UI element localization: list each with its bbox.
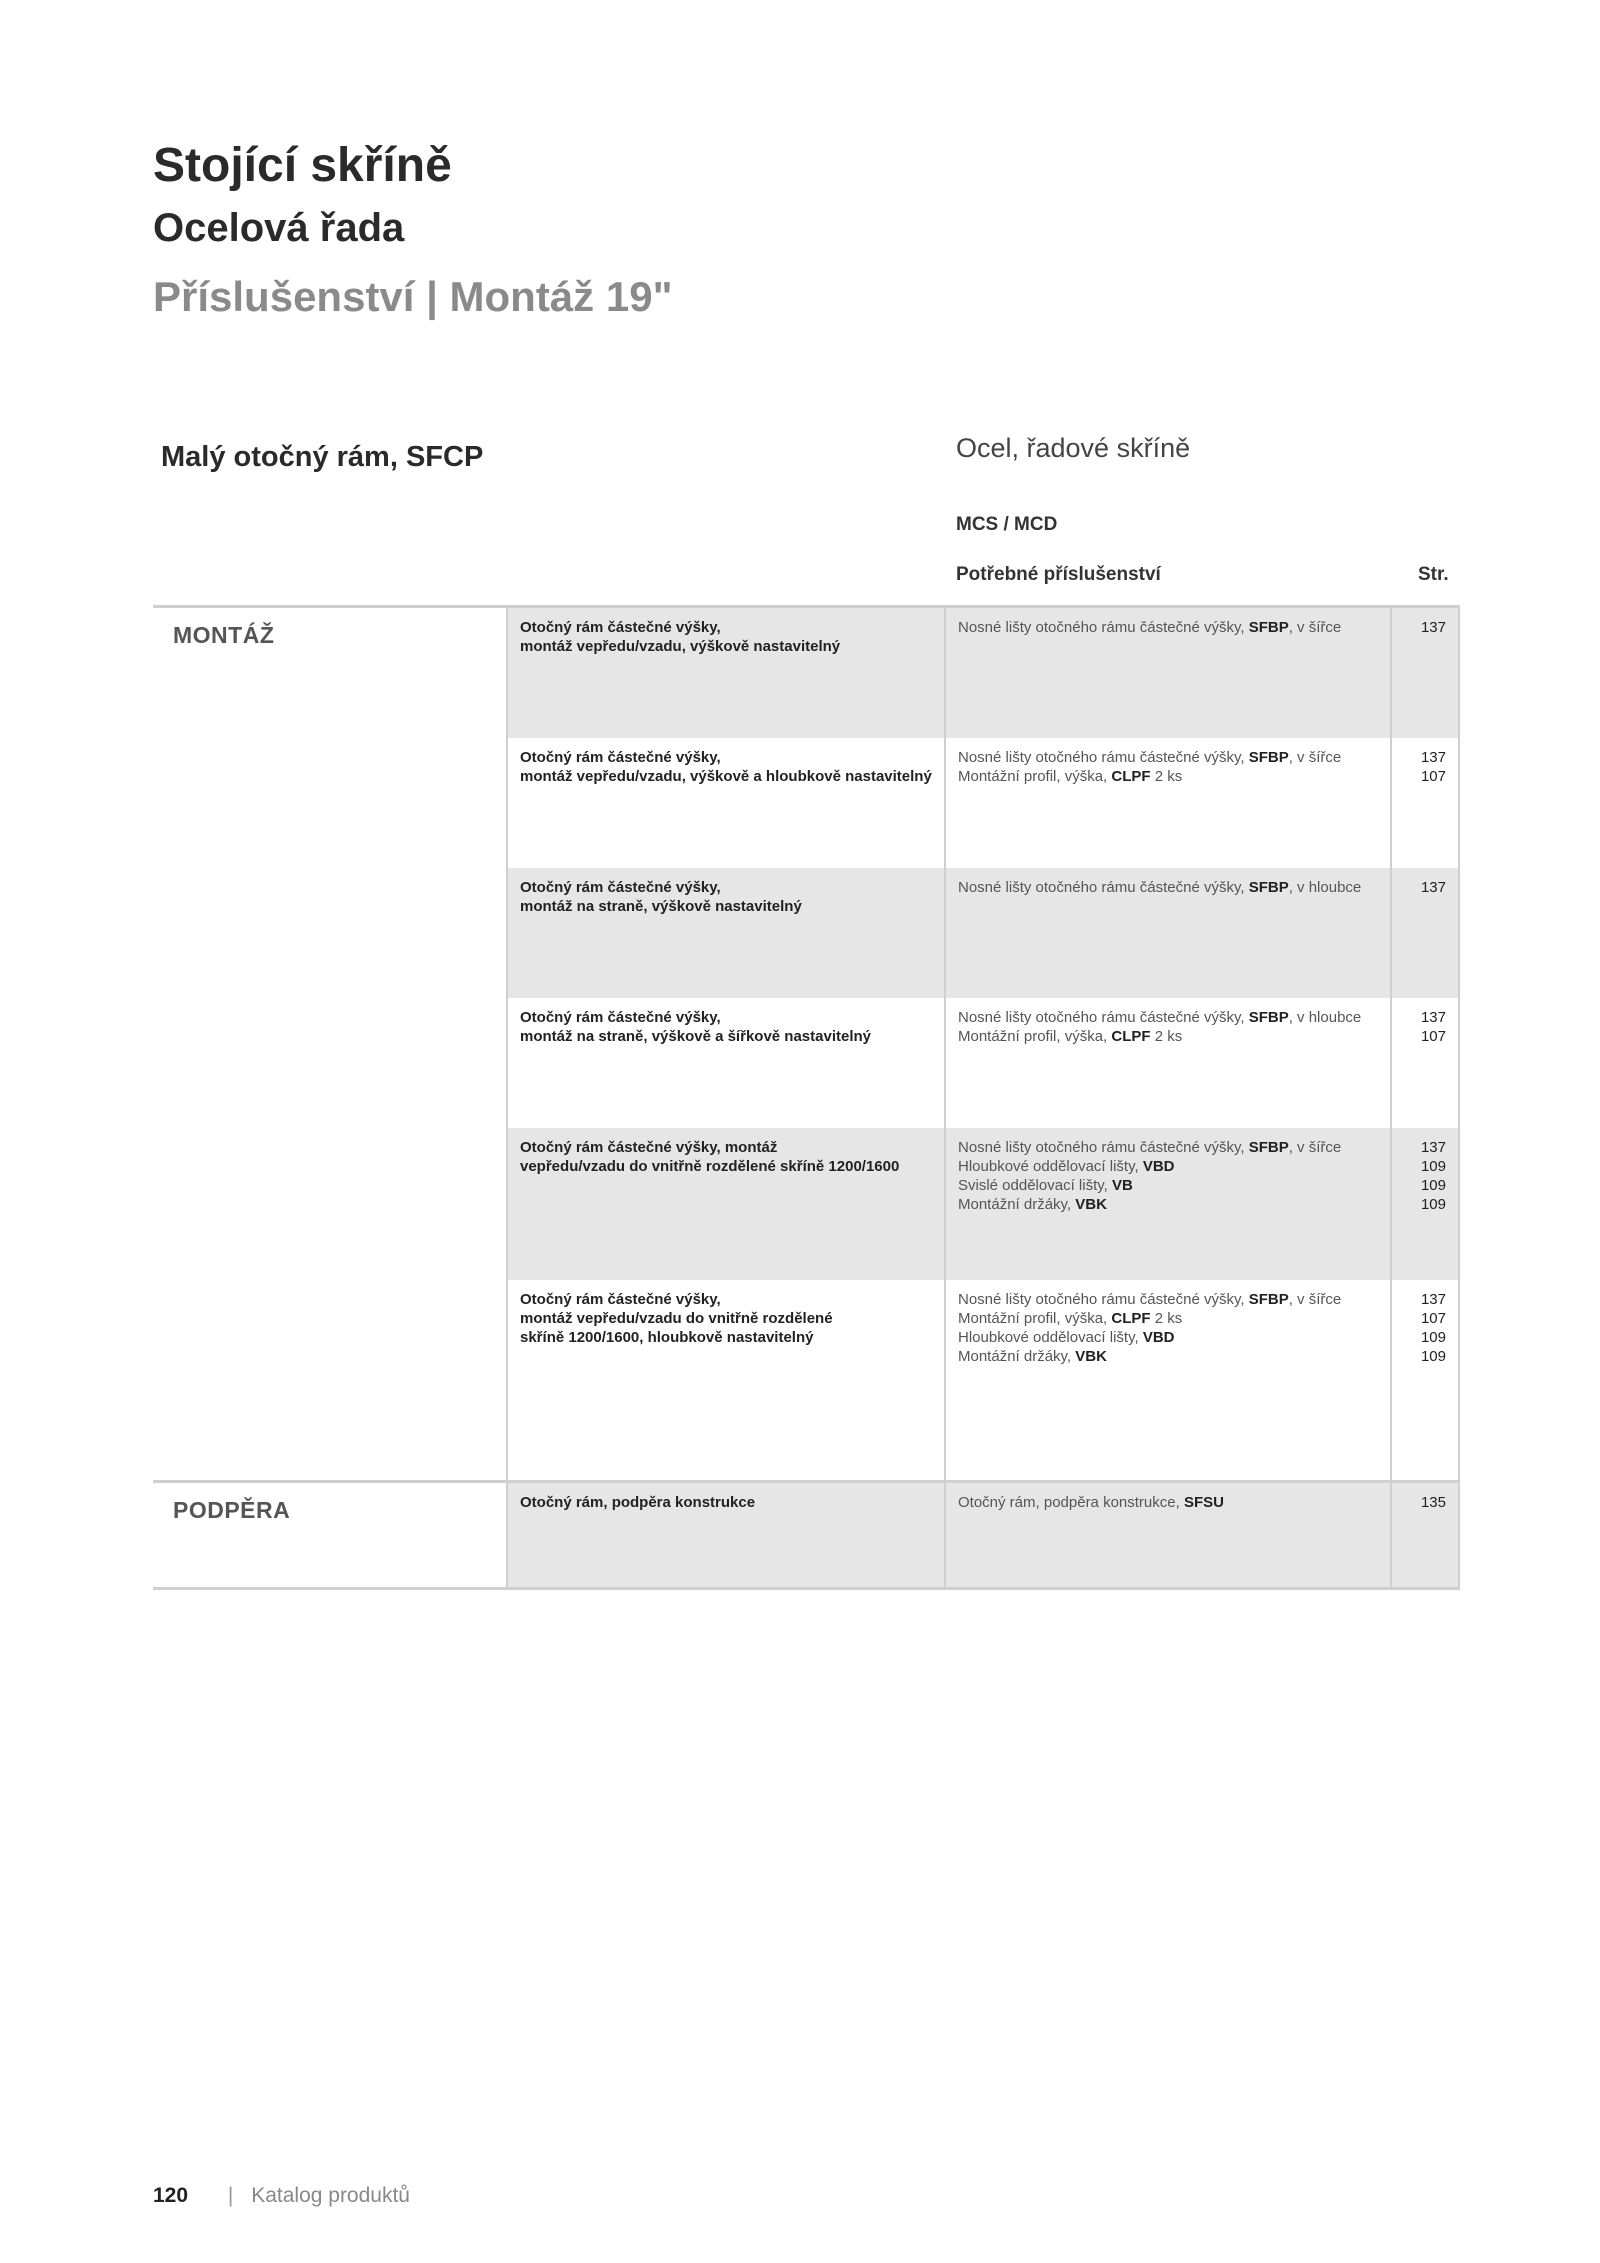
accessory-line [958, 1027, 1378, 1046]
accessory-suffix: 2 ks [1150, 1310, 1183, 1327]
accessory-name: Montážní držáky, [958, 1196, 1076, 1213]
accessory-name: Otočný rám, podpěra konstrukce, [958, 1494, 1184, 1511]
page-ref: 137 [1420, 1009, 1446, 1026]
accessory-code: CLPF [1111, 1310, 1151, 1327]
item-description-line: Otočný rám částečné výšky, [520, 1009, 721, 1026]
page-title: Stojící skříně [153, 139, 452, 192]
accessory-code: VB [1111, 1177, 1133, 1194]
accessory-line [958, 1008, 1378, 1027]
accessory-name: Nosné lišty otočného rámu částečné výšky, [958, 1009, 1249, 1026]
item-description-cell [506, 868, 944, 998]
accessory-name: Hloubkové oddělovací lišty, [958, 1329, 1143, 1346]
item-description-cell [506, 1280, 944, 1480]
page-ref: 137 [1420, 749, 1446, 766]
item-description-line: montáž vepředu/vzadu, výškově a hloubkově nastavitelný [520, 768, 932, 785]
page-ref: 107 [1420, 1310, 1446, 1327]
page-ref: 109 [1420, 1158, 1446, 1175]
series-title: Ocel, řadové skříně [956, 433, 1191, 463]
accessory-line [958, 748, 1378, 767]
accessory-name: Hloubkové oddělovací lišty, [958, 1158, 1143, 1175]
table-row [506, 608, 1460, 738]
table-row [506, 1280, 1460, 1480]
accessory-name: Nosné lišty otočného rámu částečné výšky, [958, 749, 1249, 766]
page-subtitle: Ocelová řada [153, 206, 405, 250]
accessory-code: VBK [1075, 1196, 1107, 1213]
required-accessories-cell [944, 1128, 1390, 1280]
series-code: MCS / MCD [956, 514, 1058, 535]
accessory-code: SFBP [1248, 619, 1289, 636]
required-accessories-cell [944, 738, 1390, 868]
required-accessories-cell [944, 1280, 1390, 1480]
page-ref: 137 [1420, 1139, 1446, 1156]
accessory-code: SFBP [1248, 879, 1289, 896]
accessory-code: VBD [1142, 1329, 1175, 1346]
accessory-code: SFBP [1248, 1009, 1289, 1026]
accessory-code: VBD [1142, 1158, 1175, 1175]
item-description-cell [506, 1128, 944, 1280]
footer-page-number: 120 [153, 2184, 189, 2207]
footer-separator: | [227, 2184, 234, 2207]
required-accessories-cell [944, 868, 1390, 998]
page-ref: 109 [1420, 1196, 1446, 1213]
accessory-code: CLPF [1111, 1028, 1151, 1045]
page-ref-cell [1390, 738, 1460, 868]
table-row [506, 1128, 1460, 1280]
required-accessories-cell [944, 998, 1390, 1128]
accessory-line [958, 1138, 1378, 1157]
accessory-suffix: , v hloubce [1288, 1009, 1362, 1026]
accessory-name: Nosné lišty otočného rámu částečné výšky, [958, 1139, 1249, 1156]
column-header-page: Str. [1418, 564, 1449, 585]
section-label: MONTÁŽ [173, 622, 275, 648]
page-ref-cell [1390, 868, 1460, 998]
page-ref-cell [1390, 1280, 1460, 1480]
accessory-name: Montážní držáky, [958, 1348, 1076, 1365]
accessory-line [958, 878, 1378, 897]
page-ref: 109 [1420, 1348, 1446, 1365]
accessory-code: SFBP [1248, 1291, 1289, 1308]
page-ref: 109 [1420, 1329, 1446, 1346]
item-description-cell [506, 1483, 944, 1587]
accessories-table [153, 605, 1460, 1590]
accessory-suffix: , v hloubce [1288, 879, 1362, 896]
table-row [506, 868, 1460, 998]
page-ref: 137 [1420, 619, 1446, 636]
accessory-name: Nosné lišty otočného rámu částečné výšky, [958, 879, 1249, 896]
required-accessories-cell [944, 1483, 1390, 1587]
accessory-code: SFBP [1248, 1139, 1289, 1156]
accessory-line [958, 1195, 1378, 1214]
accessory-line [958, 1157, 1378, 1176]
page-ref: 109 [1420, 1177, 1446, 1194]
page-ref: 135 [1420, 1494, 1446, 1511]
table-section [153, 605, 1460, 1480]
item-description-line: Otočný rám, podpěra konstrukce [520, 1494, 756, 1511]
accessory-suffix: , v šířce [1288, 1291, 1342, 1308]
accessory-line [958, 1290, 1378, 1309]
accessory-line [958, 767, 1378, 786]
item-description-cell [506, 608, 944, 738]
accessory-code: VBK [1075, 1348, 1107, 1365]
item-description-line: skříně 1200/1600, hloubkově nastavitelný [520, 1329, 814, 1346]
page-ref: 137 [1420, 879, 1446, 896]
accessory-name: Montážní profil, výška, [958, 1310, 1112, 1327]
accessory-line [958, 1493, 1378, 1512]
accessory-name: Nosné lišty otočného rámu částečné výšky, [958, 1291, 1249, 1308]
accessory-suffix: 2 ks [1150, 1028, 1183, 1045]
page-ref-cell [1390, 998, 1460, 1128]
table-row [506, 738, 1460, 868]
accessory-name: Montážní profil, výška, [958, 1028, 1112, 1045]
page-ref: 107 [1420, 768, 1446, 785]
page-ref-cell [1390, 1483, 1460, 1587]
accessory-name: Montážní profil, výška, [958, 768, 1112, 785]
page-ref-cell [1390, 608, 1460, 738]
accessory-suffix: , v šířce [1288, 749, 1342, 766]
item-description-line: Otočný rám částečné výšky, [520, 879, 721, 896]
item-description-line: Otočný rám částečné výšky, [520, 619, 721, 636]
accessory-name: Nosné lišty otočného rámu částečné výšky, [958, 619, 1249, 636]
accessory-code: SFSU [1183, 1494, 1224, 1511]
accessory-name: Svislé oddělovací lišty, [958, 1177, 1112, 1194]
item-description-cell [506, 738, 944, 868]
accessory-line [958, 1347, 1378, 1366]
table-row [506, 1483, 1460, 1587]
accessory-line [958, 618, 1378, 637]
accessory-line [958, 1176, 1378, 1195]
required-accessories-cell [944, 608, 1390, 738]
item-description-line: Otočný rám částečné výšky, [520, 749, 721, 766]
page-ref: 137 [1420, 1291, 1446, 1308]
accessory-suffix: , v šířce [1288, 619, 1342, 636]
product-title: Malý otočný rám, SFCP [161, 441, 484, 473]
accessory-suffix: 2 ks [1150, 768, 1183, 785]
table-row [506, 998, 1460, 1128]
item-description-line: Otočný rám částečné výšky, montáž [520, 1139, 778, 1156]
item-description-line: montáž vepředu/vzadu, výškově nastavitelný [520, 638, 841, 655]
accessory-suffix: , v šířce [1288, 1139, 1342, 1156]
column-header-accessories: Potřebné příslušenství [956, 564, 1161, 585]
accessory-code: SFBP [1248, 749, 1289, 766]
page-footer [153, 2184, 410, 2208]
item-description-line: montáž vepředu/vzadu do vnitřně rozdělené [520, 1310, 833, 1327]
page-section-heading: Příslušenství | Montáž 19" [153, 273, 673, 320]
page-ref-cell [1390, 1128, 1460, 1280]
footer-catalog-label: Katalog produktů [251, 2184, 410, 2207]
item-description-line: montáž na straně, výškově nastavitelný [520, 898, 802, 915]
accessory-line [958, 1309, 1378, 1328]
item-description-cell [506, 998, 944, 1128]
accessory-code: CLPF [1111, 768, 1151, 785]
table-section [153, 1480, 1460, 1590]
item-description-line: montáž na straně, výškově a šířkově nastavitelný [520, 1028, 871, 1045]
item-description-line: Otočný rám částečné výšky, [520, 1291, 721, 1308]
section-label: PODPĚRA [173, 1497, 291, 1523]
item-description-line: vepředu/vzadu do vnitřně rozdělené skříně 1200/1600 [520, 1158, 900, 1175]
accessory-line [958, 1328, 1378, 1347]
page-ref: 107 [1420, 1028, 1446, 1045]
